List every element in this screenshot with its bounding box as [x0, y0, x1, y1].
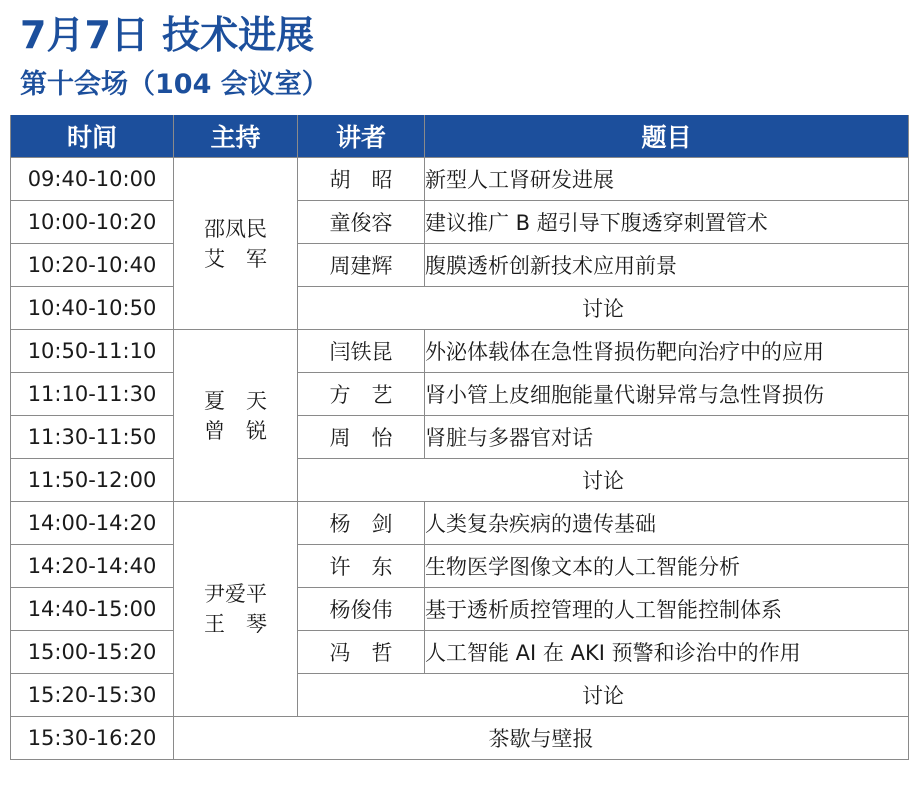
- topic-cell: 人类复杂疾病的遗传基础: [425, 502, 909, 545]
- discussion-row: [11, 459, 909, 502]
- discussion-cell: 讨论: [298, 459, 909, 502]
- topic-cell: 腹膜透析创新技术应用前景: [425, 244, 909, 287]
- speaker-cell: 杨俊伟: [298, 588, 425, 631]
- host-name: 邵凤民: [204, 216, 267, 241]
- topic-cell: 生物医学图像文本的人工智能分析: [425, 545, 909, 588]
- table-row: [11, 244, 909, 287]
- time-cell: 15:30-16:20: [11, 717, 174, 760]
- schedule-table: [10, 115, 909, 760]
- table-row: [11, 373, 909, 416]
- table-row: [11, 158, 909, 201]
- time-cell: 14:00-14:20: [11, 502, 174, 545]
- speaker-cell: 闫铁昆: [298, 330, 425, 373]
- time-cell: 14:20-14:40: [11, 545, 174, 588]
- host-cell: [174, 330, 298, 502]
- speaker-cell: 周建辉: [298, 244, 425, 287]
- topic-cell: 肾脏与多器官对话: [425, 416, 909, 459]
- host-name: 曾 锐: [204, 418, 267, 443]
- topic-cell: 人工智能 AI 在 AKI 预警和诊治中的作用: [425, 631, 909, 674]
- time-cell: 10:50-11:10: [11, 330, 174, 373]
- venue-subtitle: 第十会场（104 会议室）: [20, 69, 329, 100]
- time-cell: 11:50-12:00: [11, 459, 174, 502]
- speaker-cell: 许 东: [298, 545, 425, 588]
- speaker-cell: 冯 哲: [298, 631, 425, 674]
- table-row: [11, 545, 909, 588]
- host-name: 尹爱平: [204, 582, 267, 606]
- speaker-cell: 胡 昭: [298, 158, 425, 201]
- topic-cell: 基于透析质控管理的人工智能控制体系: [425, 588, 909, 631]
- topic-cell: 肾小管上皮细胞能量代谢异常与急性肾损伤: [425, 373, 909, 416]
- host-cell: [174, 158, 298, 330]
- time-cell: 11:30-11:50: [11, 416, 174, 459]
- host-name: 王 琴: [204, 612, 267, 636]
- speaker-cell: 杨 剑: [298, 502, 425, 545]
- speaker-cell: 周 怡: [298, 416, 425, 459]
- host-name: 夏 天: [204, 388, 267, 413]
- table-row: [11, 201, 909, 244]
- break-row: [11, 717, 909, 760]
- page-title: 7月7日 技术进展: [20, 13, 315, 57]
- time-cell: 11:10-11:30: [11, 373, 174, 416]
- host-cell: [174, 502, 298, 717]
- time-cell: 14:40-15:00: [11, 588, 174, 631]
- topic-cell: 新型人工肾研发进展: [425, 158, 909, 201]
- table-header-row: [11, 115, 909, 158]
- table-row: [11, 416, 909, 459]
- break-cell: 茶歇与壁报: [174, 717, 909, 760]
- speaker-cell: 方 艺: [298, 373, 425, 416]
- discussion-cell: 讨论: [298, 287, 909, 330]
- column-header-host: 主持: [174, 115, 298, 158]
- topic-cell: 外泌体载体在急性肾损伤靶向治疗中的应用: [425, 330, 909, 373]
- discussion-row: [11, 674, 909, 717]
- time-cell: 09:40-10:00: [11, 158, 174, 201]
- column-header-topic: 题目: [425, 115, 909, 158]
- column-header-time: 时间: [11, 115, 174, 158]
- time-cell: 10:40-10:50: [11, 287, 174, 330]
- time-cell: 10:00-10:20: [11, 201, 174, 244]
- table-row: [11, 631, 909, 674]
- time-cell: 15:20-15:30: [11, 674, 174, 717]
- topic-cell: 建议推广 B 超引导下腹透穿刺置管术: [425, 201, 909, 244]
- table-row: [11, 588, 909, 631]
- table-row: [11, 502, 909, 545]
- column-header-speaker: 讲者: [298, 115, 425, 158]
- speaker-cell: 童俊容: [298, 201, 425, 244]
- time-cell: 15:00-15:20: [11, 631, 174, 674]
- discussion-row: [11, 287, 909, 330]
- time-cell: 10:20-10:40: [11, 244, 174, 287]
- host-name: 艾 军: [204, 246, 267, 271]
- discussion-cell: 讨论: [298, 674, 909, 717]
- table-row: [11, 330, 909, 373]
